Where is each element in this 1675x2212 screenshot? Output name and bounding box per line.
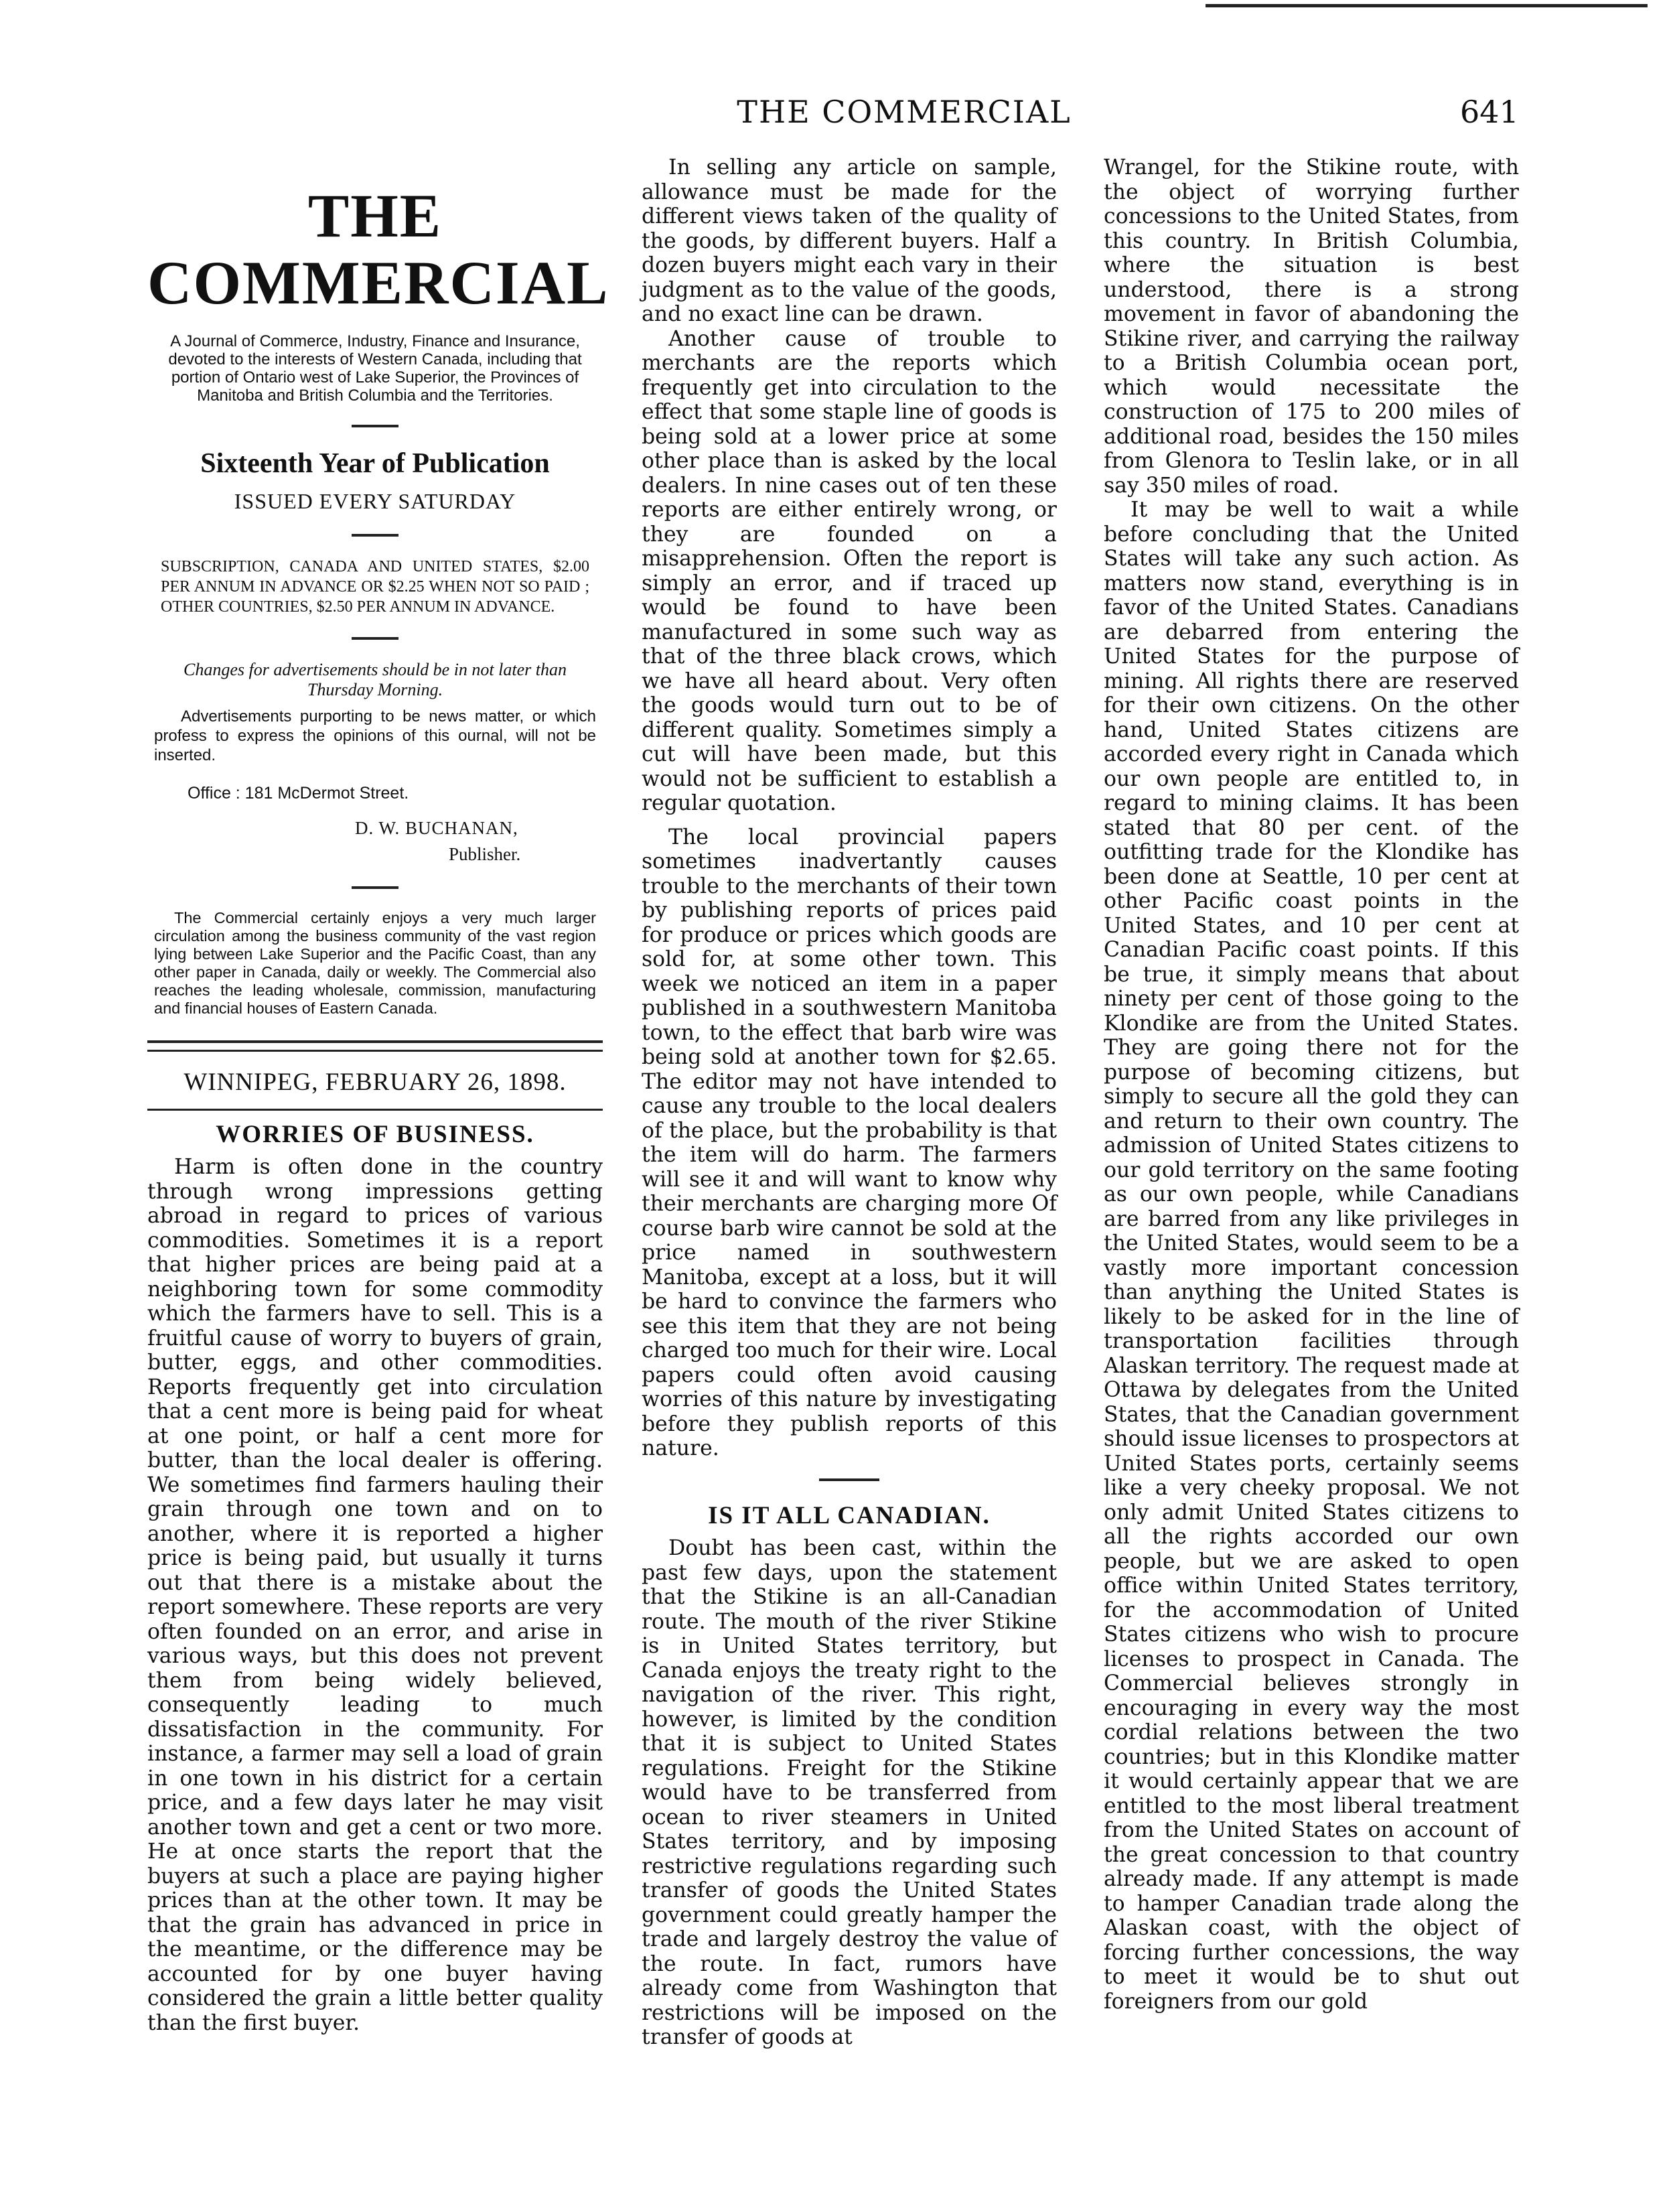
column-3 — [1104, 155, 1519, 2014]
divider — [352, 886, 398, 889]
office-address: Office : 181 McDermot Street. — [188, 783, 409, 803]
advertisement-deadline: Changes for advertisements should be in not later than Thursday Morning. — [184, 659, 567, 699]
article-1-paragraph: The local provincial papers sometimes inadvertantly causes trouble to the merchants of their town by publishing reports of prices paid for produce or prices which goods are sold for, at some other town. This week we noticed an item in a paper published in a southwestern Manitoba town, to the effect that barb wire was being sold at another town for $2.65. The editor may not have intended to cause any trouble to the local dealers of the place, but the probability is that the item will do harm. The farmers will see it and will want to know why their merchants are charging more Of course barb wire cannot be sold at the price named in southwestern Manitoba, except at a loss, but it will be hard to convince the farmers who see this item that they are not being charged too much for their wire. Local papers could often avoid causing worries of this nature by investigating before they publish reports of this nature. — [642, 825, 1057, 1460]
publisher-role: Publisher. — [449, 843, 521, 864]
article-divider — [819, 1478, 879, 1481]
subscription-terms: SUBSCRIPTION, CANADA AND UNITED STATES, $2.00 PER ANNUM IN ADVANCE OR $2.25 WHEN NOT SO PAID ; OTHER COUNTRIES, $2.50 PER ANNUM IN ADVANCE. — [161, 557, 589, 616]
article-1-headline: WORRIES OF BUSINESS. — [216, 1120, 534, 1148]
divider — [352, 425, 398, 427]
double-divider — [147, 1040, 603, 1052]
divider — [352, 637, 398, 640]
masthead-description: A Journal of Commerce, Industry, Finance and Insurance, devoted to the interests of Western Canada, including that portion of Ontario west of Lake Superior, the Provinces of Manitoba and British Columbia and the Territories. — [168, 332, 582, 405]
article-2-paragraph: It may be well to wait a while before concluding that the United States will take any such action. As matters now stand, everything is in favor of the United States. Canadians are debarred from entering the United States for the purpose of mining. All rights there are reserved for their own citizens. On the other hand, United States citizens are accorded every right in Canada which our own people are entitled to, in regard to mining claims. It has been stated that 80 per cent. of the outfitting trade for the Klondike has been done at Seattle, 10 per cent at other Pacific coast points in the United States, and 10 per cent at Canadian Pacific coast points. If this be true, it simply means that about ninety per cent of those going to the Klondike are from the United States. They are going there not for the purpose of becoming citizens, but simply to secure all the gold they can and return to their own country. The admission of United States citizens to our gold territory on the same footing as our own people, while Canadians are barred from any like privileges in the United States, would seem to be a vastly more important concession than anything the United States is likely to be asked for in the line of transportation facilities through Alaskan territory. The request made at Ottawa by delegates from the United States, that the Canadian government should issue licenses to prospectors at United States ports, certainly seems like a very cheeky proposal. We not only admit United States citizens to all the rights accorded our own people, but we are asked to open office within United States territory, for the accommodation of United States citizens who wish to procure licenses to prospect in Canada. The Commercial believes strongly in encouraging in every way the most cordial relations between the two countries; but in this Klondike matter it would certainly appear that we are entitled to the most liberal treatment from the United States on account of the great concession to that country already made. If any attempt is made to hamper Canadian trade along the Alaskan coast, with the object of forcing further concessions, the way to meet it would be to shut out foreigners from our gold — [1104, 498, 1519, 2014]
masthead-title: THE COMMERCIAL — [147, 182, 609, 317]
article-2-paragraph: Doubt has been cast, within the past few days, upon the statement that the Stikine is an all-Canadian route. The mouth of the river Stikine is in United States territory, but Canada enjoys the treaty right to the navigation of the river. This right, however, is limited by the condition that it is subject to United States regulations. Freight for the Stikine would have to be transferred from ocean to river steamers in United States territory, and by imposing restrictive regulations regarding such transfer of goods the United States government could greatly hamper the trade and largely destroy the value of the route. In fact, rumors have already come from Washington that restrictions will be imposed on the transfer of goods at — [642, 1536, 1057, 2049]
page-number: 641 — [1460, 94, 1519, 130]
issued-line: ISSUED EVERY SATURDAY — [234, 489, 516, 513]
circulation-notice: The Commercial certainly enjoys a very much larger circulation among the business community of the vast region lying between Lake Superior and the Pacific Coast, than any other paper in Canada, daily or weekly. The Commercial also reaches the leading wholesale, commission, manufacturing and financial houses of Eastern Canada. — [154, 909, 596, 1017]
running-head: THE COMMERCIAL — [737, 94, 1072, 130]
column-2 — [642, 155, 1057, 2050]
dateline: WINNIPEG, FEBRUARY 26, 1898. — [184, 1068, 567, 1096]
column-1 — [147, 155, 609, 2035]
article-2-paragraph-continued: Wrangel, for the Stikine route, with the object of worrying further concessions to the United States, from this country. In British Columbia, where the situation is best understood, there is a strong movement in favor of abandoning the Stikine river, and carrying the railway to a British Columbia ocean port, which would necessitate the construction of 175 to 200 miles of additional road, besides the 150 miles from Glenora to Teslin lake, or in all say 350 miles of road. — [1104, 155, 1519, 498]
divider — [352, 534, 398, 537]
article-1-paragraph: In selling any article on sample, allowance must be made for the different views taken of the quality of the goods, by different buyers. Half a dozen buyers might each vary in their judgment as to the value of the goods, and no exact line can be drawn. — [642, 155, 1057, 326]
top-edge-rule — [1206, 4, 1648, 7]
divider — [147, 1109, 603, 1111]
article-2-headline: IS IT ALL CANADIAN. — [708, 1501, 991, 1529]
advertisement-policy: Advertisements purporting to be news matter, or which profess to express the opinions of this ournal, will not be inserted. — [154, 707, 596, 764]
article-1-paragraph: Harm is often done in the country through wrong impressions getting abroad in regard to prices of various commodities. Sometimes it is a report that higher prices are being paid at a neighboring town for some commodity which the farmers have to sell. This is a fruitful cause of worry to buyers of grain, butter, eggs, and other commodities. Reports frequently get into circulation that a cent more is being paid for wheat at one point, or half a cent more for butter, than the local dealer is offering. We sometimes find farmers hauling their grain through one town and on to another, where it is reported a higher price is being paid, but usually it turns out that there is a mistake about the report somewhere. These reports are very often founded on an error, and arise in various ways, but this does not prevent them from being widely believed, consequently leading to much dissatisfaction in the community. For instance, a farmer may sell a load of grain in one town in his district for a certain price, and a few days later he may visit another town and get a cent or two more. He at once starts the report that the buyers at such a place are paying higher prices than at the other town. It may be that the grain has advanced in price in the meantime, or the difference may be accounted for by one buyer having considered the grain a little better quality than the first buyer. — [147, 1155, 603, 2035]
publisher-name: D. W. BUCHANAN, — [355, 818, 518, 838]
article-1-paragraph: Another cause of trouble to merchants are the reports which frequently get into circulation to the effect that some staple line of goods is being sold at a lower price at some other place than is asked by the local dealers. In nine cases out of ten these reports are either entirely wrong, or they are founded on a misapprehension. Often the report is simply an error, and if traced up would be found to have been manufactured in some such way as that of the three black crows, which we have all heard about. Very often the goods would turn out to be of different quality. Sometimes simply a cut will have been made, but this would not be sufficient to establish a regular quotation. — [642, 326, 1057, 815]
publication-year: Sixteenth Year of Publication — [200, 448, 550, 479]
